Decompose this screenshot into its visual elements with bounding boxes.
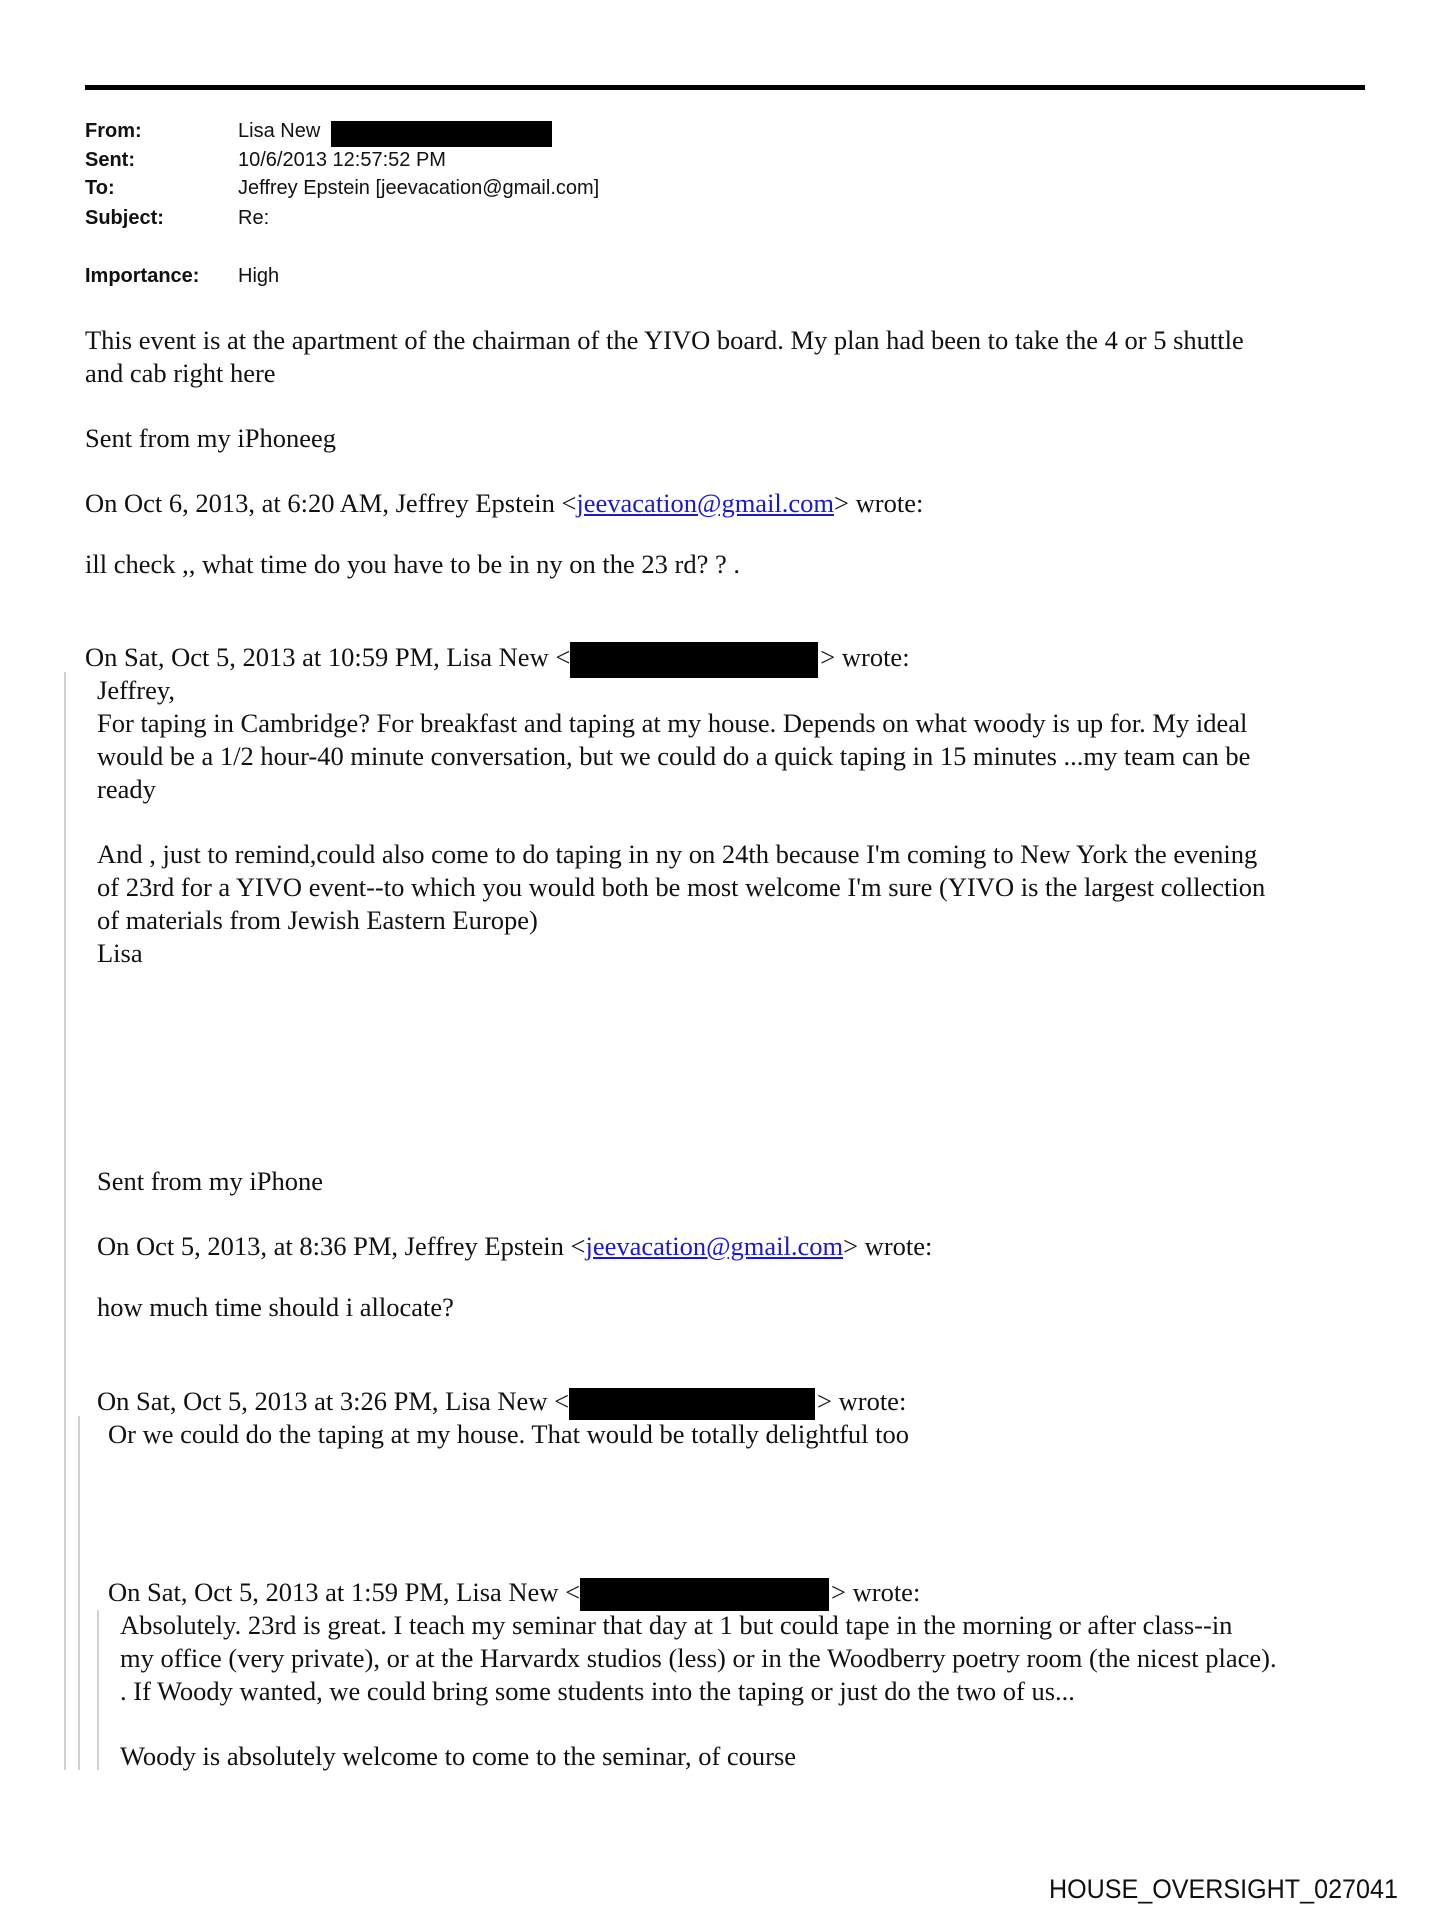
quote-header (108, 1576, 920, 1611)
quote-header-text: > wrote: (831, 1577, 921, 1607)
body-line: ready (97, 774, 156, 804)
body-line: Absolutely. 23rd is great. I teach my seminar that day at 1 but could tape in the morning or after class--in (120, 1610, 1233, 1640)
body-line: . If Woody wanted, we could bring some students into the taping or just do the two of us... (120, 1676, 1075, 1706)
body-line: how much time should i allocate? (97, 1292, 454, 1322)
quote-header-text: > wrote: (817, 1386, 907, 1416)
signature: Sent from my iPhone (97, 1166, 323, 1196)
body-line: and cab right here (85, 358, 276, 388)
redaction-box (569, 1388, 815, 1420)
subject-value: Re: (238, 207, 270, 229)
signature: Sent from my iPhoneeg (85, 423, 336, 453)
body-line: Or we could do the taping at my house. That would be totally delightful too (108, 1419, 909, 1449)
body-line: Jeffrey, (97, 675, 175, 705)
body-line: my office (very private), or at the Harvardx studios (less) or in the Woodberry poetry room (the nicest place). (120, 1643, 1277, 1673)
sent-label: Sent: (85, 149, 135, 171)
quote-header-text: > wrote: (843, 1231, 933, 1261)
importance-label: Importance: (85, 265, 200, 287)
body-line: would be a 1/2 hour-40 minute conversation, but we could do a quick taping in 15 minutes ...my team can be (97, 741, 1251, 771)
sent-value: 10/6/2013 12:57:52 PM (238, 149, 446, 171)
body-line: of 23rd for a YIVO event--to which you would both be most welcome I'm sure (YIVO is the largest collection (97, 872, 1266, 902)
quote-bar (78, 1416, 80, 1770)
quote-header-text: On Oct 6, 2013, at 6:20 AM, Jeffrey Epstein < (85, 488, 577, 518)
email-link[interactable]: jeevacation@gmail.com (576, 488, 835, 518)
quote-header (85, 487, 923, 519)
body-line: For taping in Cambridge? For breakfast and taping at my house. Depends on what woody is up for. My ideal (97, 708, 1248, 738)
body-line: This event is at the apartment of the chairman of the YIVO board. My plan had been to take the 4 or 5 shuttle (85, 325, 1244, 355)
quote-header (85, 641, 910, 678)
quote-header-text: > wrote: (834, 488, 924, 518)
quote-bar (64, 672, 66, 1770)
quote-header (97, 1385, 906, 1420)
email-link[interactable]: jeevacation@gmail.com (585, 1231, 844, 1261)
quote-header-text: On Sat, Oct 5, 2013 at 1:59 PM, Lisa New < (108, 1577, 581, 1607)
body-line: ill check ,, what time do you have to be in ny on the 23 rd? ? . (85, 549, 740, 579)
from-label: From: (85, 120, 142, 142)
body-line: of materials from Jewish Eastern Europe) (97, 905, 538, 935)
body-line: Woody is absolutely welcome to come to the seminar, of course (120, 1741, 797, 1771)
to-label: To: (85, 177, 115, 199)
quote-header-text: On Sat, Oct 5, 2013 at 3:26 PM, Lisa New < (97, 1386, 570, 1416)
quote-bar (97, 1610, 99, 1770)
quote-header-text: On Sat, Oct 5, 2013 at 10:59 PM, Lisa New < (85, 642, 571, 672)
to-value: Jeffrey Epstein [jeevacation@gmail.com] (238, 177, 600, 199)
importance-value: High (238, 265, 280, 287)
redaction-box (331, 121, 552, 147)
quote-header (97, 1230, 932, 1262)
redaction-box (580, 1578, 829, 1611)
from-value: Lisa New (238, 120, 321, 142)
subject-label: Subject: (85, 207, 164, 229)
quote-header-text: On Oct 5, 2013, at 8:36 PM, Jeffrey Epstein < (97, 1231, 586, 1261)
body-line: Lisa (97, 938, 143, 968)
header-rule (85, 85, 1365, 90)
quote-header-text: > wrote: (820, 642, 910, 672)
redaction-box (570, 642, 818, 678)
body-line: And , just to remind,could also come to do taping in ny on 24th because I'm coming to New York the evening (97, 839, 1258, 869)
bates-number: HOUSE_OVERSIGHT_027041 (1049, 1874, 1398, 1904)
